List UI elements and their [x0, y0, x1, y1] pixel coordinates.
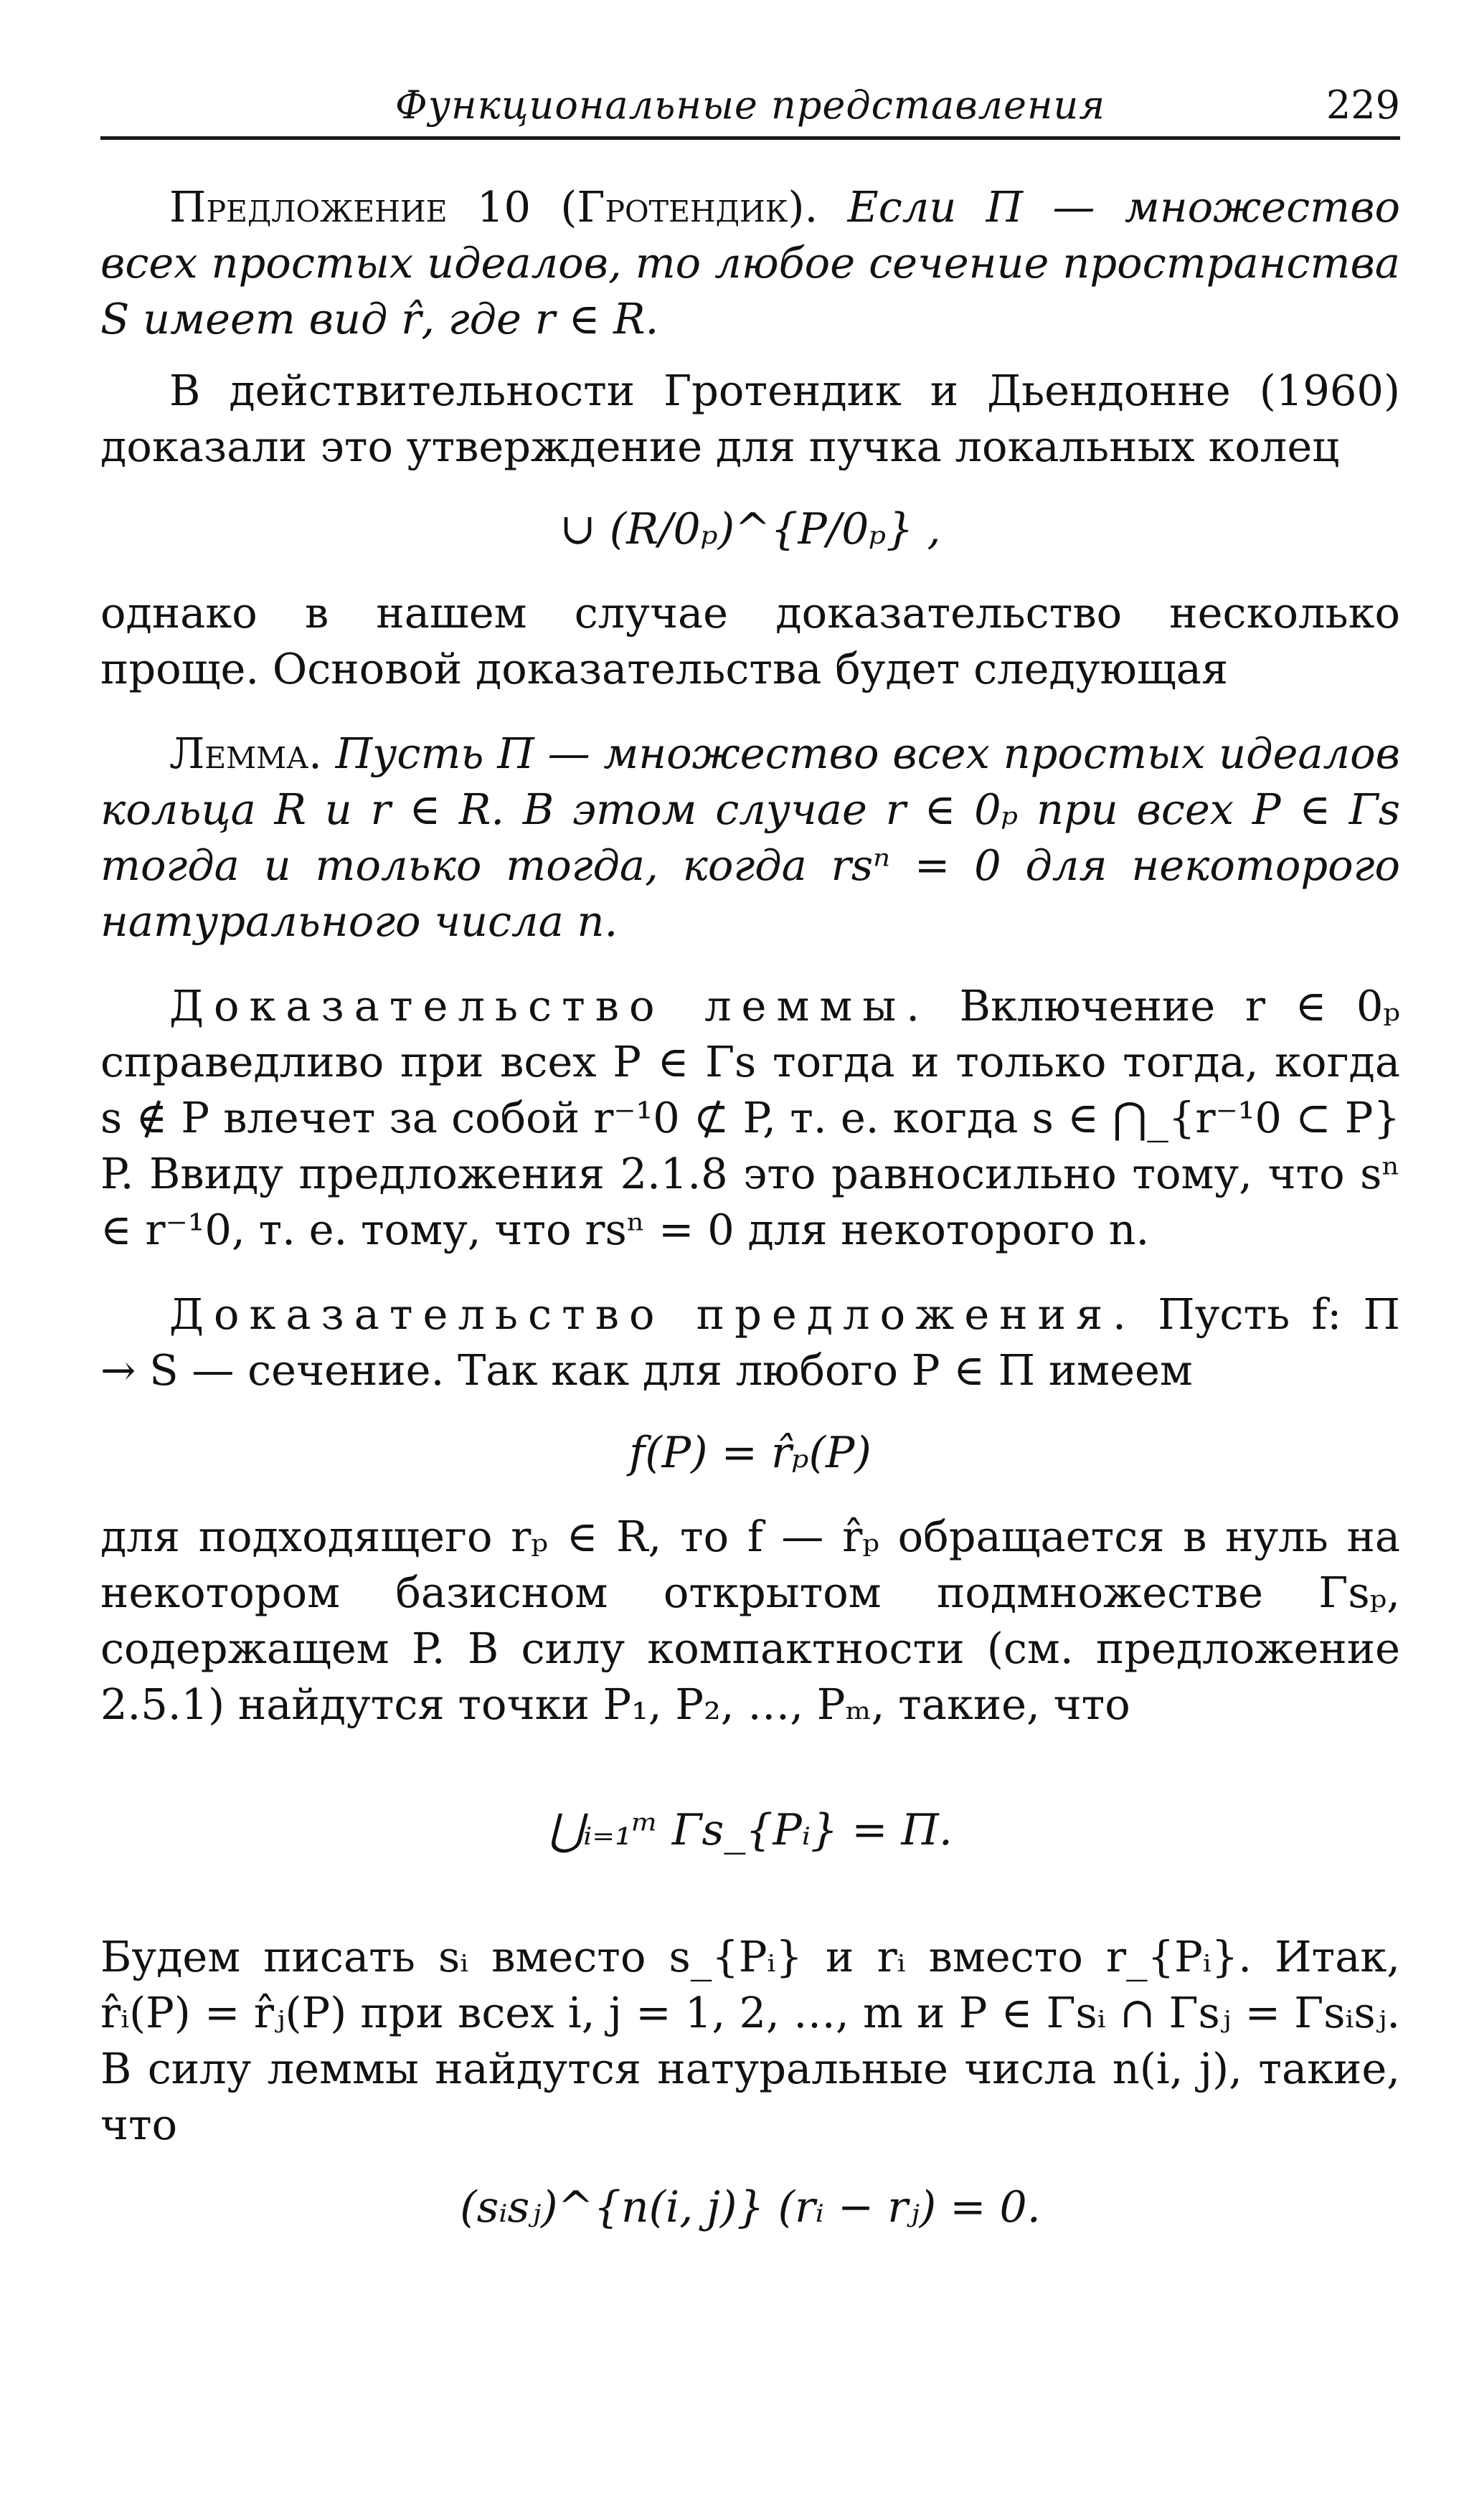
proof-proposition-text: Пусть f: Π → S — сечение. Так как для любого P ∈ Π имеем	[100, 1289, 1400, 1395]
page-body	[100, 179, 1400, 2263]
proof-of-proposition	[100, 1287, 1400, 1398]
formula-final: (sᵢsⱼ)^{n(i, j)} (rᵢ − rⱼ) = 0.	[460, 2182, 1041, 2232]
paragraph-grothendieck: В действительности Гротендик и Дьендонне (1960) доказали это утверждение для пучка локальных колец	[100, 366, 1400, 471]
proof-proposition-label: Доказательство предложения.	[169, 1289, 1136, 1339]
running-title: Функциональные представления	[395, 82, 1106, 128]
formula-sheaf: ∪ (R/0ₚ)^{P/0ₚ} ,	[559, 504, 941, 554]
page-number: 229	[1326, 82, 1400, 128]
paragraph-compactness: для подходящего rₚ ∈ R, то f — r̂ₚ обращается в нуль на некотором базисном открытом подмножестве Γsₚ, содержащем P. В силу компактности (см. предложение 2.5.1) найдутся точки P₁, P₂, …, Pₘ, такие, что	[100, 1512, 1400, 1729]
proof-of-lemma	[100, 978, 1400, 1258]
proof-lemma-label: Доказательство леммы.	[169, 981, 930, 1031]
page-header	[100, 75, 1400, 140]
header-rule	[100, 136, 1400, 140]
lemma	[100, 726, 1400, 949]
lemma-text: Пусть Π — множество всех простых идеалов кольца R и r ∈ R. В этом случае r ∈ 0ₚ при всех P ∈ Γs тогда и только тогда, когда rsⁿ = 0 для некоторого натурального числа n.	[100, 729, 1400, 946]
proposition-10	[100, 179, 1400, 347]
formula-section-value: f(P) = r̂ₚ(P)	[629, 1428, 872, 1478]
proof-lemma-text: Включение r ∈ 0ₚ справедливо при всех P ∈ Γs тогда и только тогда, когда s ∉ P влечет за собой r⁻¹0 ⊄ P, т. е. когда s ∈ ⋂_{r⁻¹0 ⊂ P} P. Ввиду предложения 2.1.8 это равносильно тому, что sⁿ ∈ r⁻¹0, т. е. тому, что rsⁿ = 0 для некоторого n.	[100, 981, 1400, 1254]
paragraph-proof-simpler: однако в нашем случае доказательство несколько проще. Основой доказательства будет следующая	[100, 588, 1400, 693]
paragraph-notation: Будем писать sᵢ вместо s_{Pᵢ} и rᵢ вместо r_{Pᵢ}. Итак, r̂ᵢ(P) = r̂ⱼ(P) при всех i, j = 1, 2, …, m и P ∈ Γsᵢ ∩ Γsⱼ = Γsᵢsⱼ. В силу леммы найдутся натуральные числа n(i, j), такие, что	[100, 1932, 1400, 2149]
proposition-label: Предложение 10 (Гротендик).	[169, 182, 818, 232]
lemma-label: Лемма.	[169, 729, 322, 778]
formula-cover: ⋃ᵢ₌₁ᵐ Γs_{Pᵢ} = Π.	[548, 1805, 953, 1855]
proposition-text: Если Π — множество всех простых идеалов, то любое сечение пространства S имеет вид r̂, где r ∈ R.	[100, 182, 1400, 344]
